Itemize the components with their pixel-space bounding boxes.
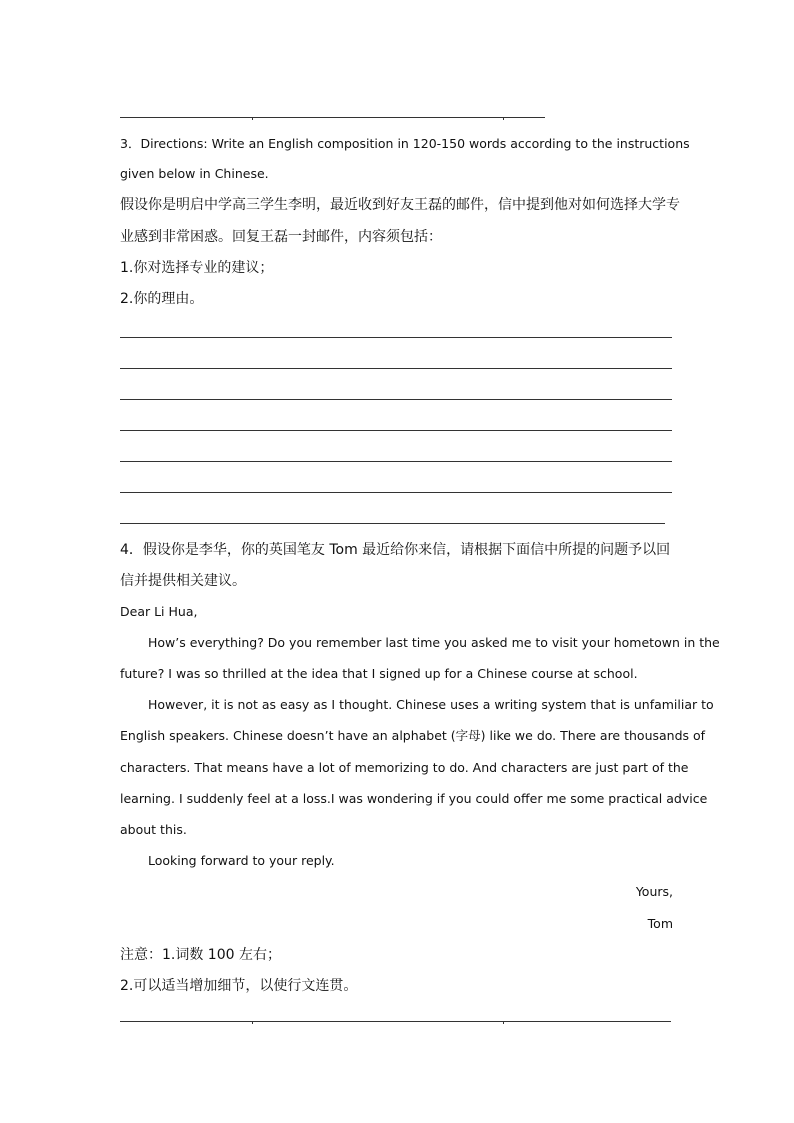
letter-p3: Looking forward to your reply. [148,853,335,868]
q4-prompt-line1: 4．假设你是李华，你的英国笔友 Tom 最近给你来信，请根据下面信中所提的问题予以回 [120,542,671,558]
separator-tick [503,1021,504,1024]
q3-point-2: 2.你的理由。 [120,291,204,307]
bottom-separator-line [120,1021,671,1022]
letter-p2-line1: However, it is not as easy as I thought. Chinese uses a writing system that is unfamiliar to [148,697,714,712]
writing-line [120,337,672,338]
q3-prompt-line2: 业感到非常困惑。回复王磊一封邮件，内容须包括： [120,229,442,245]
letter-p1-line1: How’s everything? Do you remember last time you asked me to visit your hometown in the [148,635,720,650]
q4-prompt-line2: 信并提供相关建议。 [120,573,246,589]
q4-note-line2: 2.可以适当增加细节，以使行文连贯。 [120,978,358,994]
letter-p2-line2: English speakers. Chinese doesn’t have an alphabet (字母) like we do. There are thousands of [120,728,706,743]
separator-tick [252,1021,253,1024]
letter-signature: Tom [647,916,673,931]
letter-closing: Yours, [635,884,673,899]
q3-prompt-line1: 假设你是明启中学高三学生李明，最近收到好友王磊的邮件，信中提到他对如何选择大学专 [120,197,680,213]
q3-directions-line2: given below in Chinese. [120,166,269,181]
writing-line [120,430,672,431]
q4-note-line1: 注意：1.词数 100 左右； [120,947,281,963]
writing-line [120,523,665,524]
letter-p2-line5: about this. [120,822,187,837]
separator-tick [503,117,504,120]
writing-line [120,492,672,493]
top-separator-line [120,117,545,118]
writing-line [120,399,672,400]
q3-point-1: 1.你对选择专业的建议； [120,260,274,276]
letter-p2-line4: learning. I suddenly feel at a loss.I was wondering if you could offer me some practical advice [120,791,708,806]
writing-line [120,368,672,369]
letter-p1-line2: future? I was so thrilled at the idea that I signed up for a Chinese course at school. [120,666,638,681]
writing-line [120,461,672,462]
separator-tick [252,117,253,120]
q3-directions-line1: 3．Directions: Write an English composition in 120-150 words according to the instructions [120,136,690,151]
letter-greeting: Dear Li Hua, [120,604,198,619]
letter-p2-line3: characters. That means have a lot of memorizing to do. And characters are just part of the [120,760,689,775]
